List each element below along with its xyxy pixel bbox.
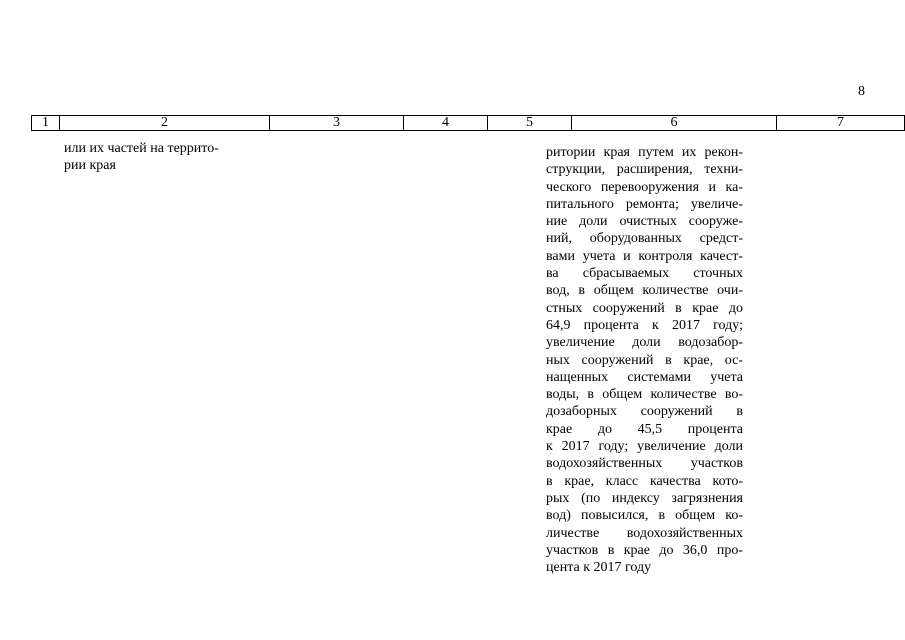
- text-line: воды, в общем количестве во-: [546, 387, 743, 403]
- text-line: дозаборных сооружений в: [546, 404, 743, 420]
- text-line: вод, в общем количестве очи-: [546, 283, 743, 299]
- text-line: увеличение доли водозабор-: [546, 335, 743, 351]
- text-line: вод) повысился, в общем ко-: [546, 508, 743, 524]
- text-line: ритории края путем их рекон-: [546, 145, 743, 160]
- text-line: крае до 45,5 процента: [546, 421, 743, 437]
- header-cell-3: 3: [270, 116, 404, 131]
- text-line: ва сбрасываемых сточных: [546, 266, 743, 282]
- header-cell-6: 6: [572, 116, 777, 131]
- text-line: или их частей на террито-: [64, 141, 219, 156]
- column-number-header-table: [31, 115, 905, 131]
- text-line: цента к 2017 году: [546, 560, 652, 576]
- text-line: нащенных системами учета: [546, 369, 743, 385]
- text-line: ческого перевооружения и ка-: [546, 179, 743, 195]
- column-6-text: [546, 144, 743, 576]
- text-line: личестве водохозяйственных: [546, 525, 743, 541]
- header-cell-5: 5: [488, 116, 572, 131]
- text-line: в крае, класс качества кото-: [546, 473, 743, 489]
- text-line: ных сооружений в крае, ос-: [546, 352, 743, 368]
- text-line: водохозяйственных участков: [546, 456, 743, 472]
- text-line: ний, оборудованных средст-: [546, 231, 743, 247]
- text-line: вами учета и контроля качест-: [546, 248, 743, 264]
- text-line: ние доли очистных сооруже-: [546, 214, 743, 230]
- header-cell-7: 7: [777, 116, 905, 131]
- text-line: 64,9 процента к 2017 году;: [546, 317, 743, 333]
- text-line: рых (по индексу загрязнения: [546, 490, 743, 506]
- column-2-text: [64, 140, 239, 175]
- text-line: участков в крае до 36,0 про-: [546, 542, 743, 558]
- text-line: струкции, расширения, техни-: [546, 162, 743, 178]
- page-number: 8: [858, 84, 865, 99]
- text-line: стных сооружений в крае до: [546, 300, 743, 316]
- text-line: рии края: [64, 158, 116, 174]
- header-cell-4: 4: [404, 116, 488, 131]
- header-cell-1: 1: [32, 116, 60, 131]
- header-cell-2: 2: [60, 116, 270, 131]
- text-line: к 2017 году; увеличение доли: [546, 439, 743, 455]
- header-row: [32, 116, 905, 131]
- text-line: питального ремонта; увеличе-: [546, 196, 743, 212]
